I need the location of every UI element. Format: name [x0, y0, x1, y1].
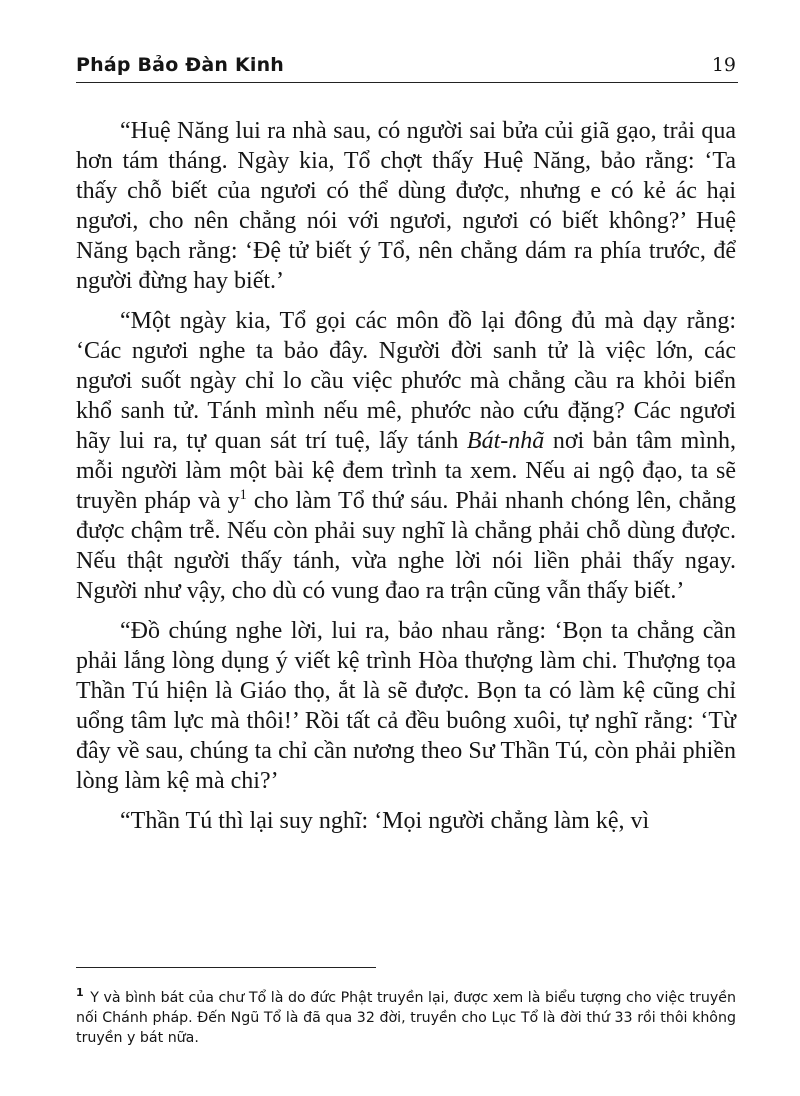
paragraph — [76, 306, 736, 606]
running-header — [76, 52, 738, 83]
paragraph: “Huệ Năng lui ra nhà sau, có người sai bửa củi giã gạo, trải qua hơn tám tháng. Ngày kia, Tổ chợt thấy Huệ Năng, bảo rằng: ‘Ta thấy chỗ biết của ngươi có thể dùng được, nhưng e có kẻ ác hại ngươi, cho nên chẳng nói với ngươi, ngươi có biết không?’ Huệ Năng bạch rằng: ‘Đệ tử biết ý Tổ, nên chẳng dám ra phía trước, để người đừng hay biết.’ — [76, 118, 736, 294]
footnote-reference[interactable]: 1 — [239, 487, 247, 503]
footnote-divider — [76, 967, 376, 968]
paragraph: “Đồ chúng nghe lời, lui ra, bảo nhau rằng: ‘Bọn ta chẳng cần phải lắng lòng dụng ý viết kệ trình Hòa thượng làm chi. Thượng tọa Thần Tú hiện là Giáo thọ, ắt là sẽ được. Bọn ta có làm kệ cũng chỉ uổng tâm lực mà thôi!’ Rồi tất cả đều buông xuôi, tự nghĩ rằng: ‘Từ đây về sau, chúng ta chỉ cần nương theo Sư Thần Tú, còn phải phiền lòng làm kệ mà chi?’ — [76, 618, 736, 794]
footnote-text: Y và bình bát của chư Tổ là do đức Phật truyền lại, được xem là biểu tượng cho việc truyền nối Chánh pháp. Đến Ngũ Tổ là đã qua 32 đời, truyền cho Lục Tổ là đời thứ 33 rồi thôi không truyền y bát nữa. — [76, 990, 736, 1046]
book-title: Pháp Bảo Đàn Kinh — [76, 54, 285, 76]
paragraph: “Thần Tú thì lại suy nghĩ: ‘Mọi người chẳng làm kệ, vì — [120, 808, 650, 834]
paragraph-text: nơi bản tâm mình, mỗi người làm một bài kệ đem trình ta xem. Nếu ai ngộ đạo, ta sẽ truyền pháp và y — [76, 428, 736, 514]
paragraph-text: “Một ngày kia, Tổ gọi các môn đồ lại đông đủ mà dạy rằng: ‘Các ngươi nghe ta bảo đây. Người đời sanh tử là việc lớn, các ngươi suốt ngày chỉ lo cầu việc phước mà chẳng cầu ra khỏi biển khổ sanh tử. Tánh mình nếu mê, phước nào cứu đặng? Các ngươi hãy lui ra, tự quan sát trí tuệ, lấy tánh — [76, 308, 736, 454]
main-text — [76, 116, 736, 836]
footnote-mark: 1 — [76, 986, 84, 1000]
page-number: 19 — [711, 54, 736, 76]
footnote — [76, 988, 736, 1048]
italic-term: Bát-nhã — [466, 428, 545, 454]
paragraph-text: cho làm Tổ thứ sáu. Phải nhanh chóng lên, chẳng được chậm trễ. Nếu còn phải suy nghĩ là chẳng phải chỗ dùng được. Nếu thật người thấy tánh, vừa nghe lời nói liền phải thấy ngay. Người như vậy, cho dù có vung đao ra trận cũng vẫn thấy biết.’ — [76, 488, 736, 604]
